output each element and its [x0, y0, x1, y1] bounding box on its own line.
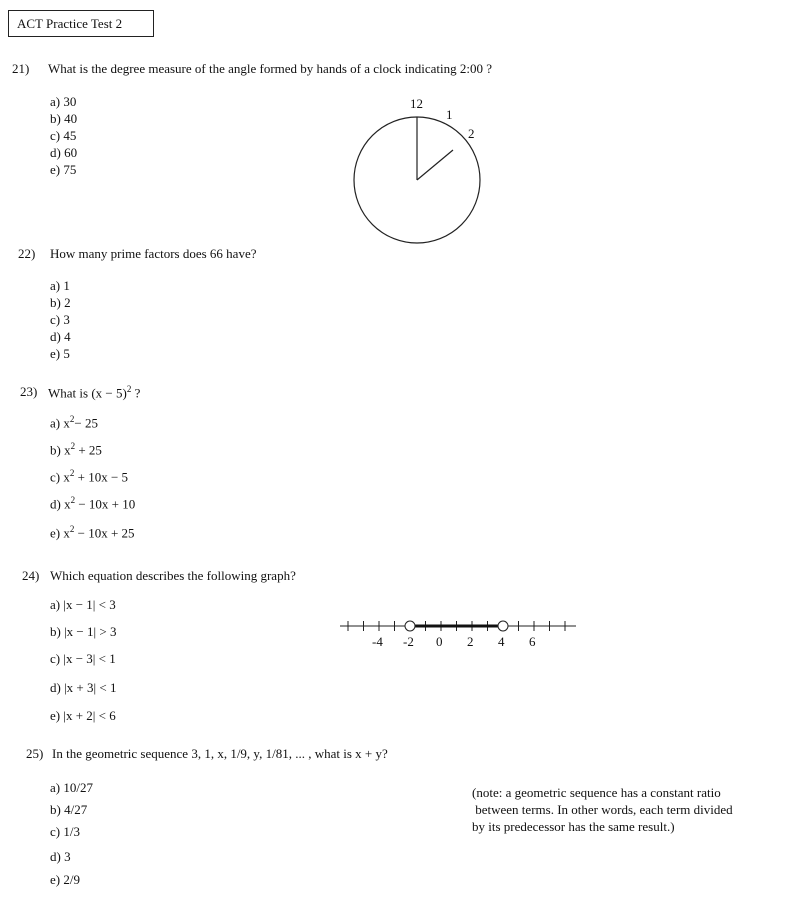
q21-option-b: b) 40 — [50, 111, 78, 126]
open-endpoint — [498, 621, 508, 631]
question-21-text: What is the degree measure of the angle formed by hands of a clock indicating 2:00 ? — [48, 61, 493, 76]
q24-option-e: e) |x + 2| < 6 — [50, 708, 116, 723]
q21-option-d: d) 60 — [50, 145, 78, 160]
q22-option-c: c) 3 — [50, 312, 70, 327]
q23-option-d: d) $x^2 - 10x + 10$ — [50, 495, 136, 512]
clock-label-2: 2 — [468, 126, 475, 141]
q23-option-c: c) $x^2 + 10x - 5$ — [50, 468, 129, 485]
open-endpoint — [405, 621, 415, 631]
clock-label-12: 12 — [410, 96, 423, 111]
number-line-label: 2 — [467, 634, 474, 649]
number-line-label: 6 — [529, 634, 536, 649]
q25-option-b: b) 4/27 — [50, 802, 88, 817]
question-21-number: 21) — [12, 61, 30, 76]
number-line-label: -2 — [403, 634, 414, 649]
q25-option-c: c) 1/3 — [50, 824, 80, 839]
q21-option-a: a) 30 — [50, 94, 77, 109]
q22-option-d: d) 4 — [50, 329, 71, 344]
number-line-label: 0 — [436, 634, 443, 649]
question-24-text: Which equation describes the following graph? — [50, 568, 296, 583]
q22-option-a: a) 1 — [50, 278, 70, 293]
question-25-text: In the geometric sequence 3, 1, x, 1/9, y, 1/81, ... , what is x + y? — [52, 746, 388, 761]
worksheet-title: ACT Practice Test 2 — [8, 10, 154, 37]
q24-option-c: c) |x − 3| < 1 — [50, 651, 116, 666]
question-22-text: How many prime factors does 66 have? — [50, 246, 257, 261]
q22-option-b: b) 2 — [50, 295, 71, 310]
q25-option-e: e) 2/9 — [50, 872, 80, 887]
q24-option-b: b) |x − 1| > 3 — [50, 624, 117, 639]
q21-option-c: c) 45 — [50, 128, 77, 143]
q25-option-a: a) 10/27 — [50, 780, 93, 795]
geometric-sequence-note: (note: a geometric sequence has a constant ratio between terms. In other words, each term divided by its predecessor has the same result.) — [472, 785, 733, 834]
q21-option-e: e) 75 — [50, 162, 77, 177]
q24-option-a: a) |x − 1| < 3 — [50, 597, 116, 612]
q23-option-b: b) $x^2 + 25$ — [50, 441, 102, 458]
question-23-text: What is $(x - 5)^2$ ? — [48, 384, 141, 401]
number-line-label: 4 — [498, 634, 505, 649]
q22-option-e: e) 5 — [50, 346, 70, 361]
q25-option-d: d) 3 — [50, 849, 71, 864]
question-22-number: 22) — [18, 246, 36, 261]
question-25-number: 25) — [26, 746, 44, 761]
question-23-number: 23) — [20, 384, 38, 399]
q24-option-d: d) |x + 3| < 1 — [50, 680, 117, 695]
q23-option-a: a) $x^2- 25$ — [50, 414, 98, 431]
clock-label-1: 1 — [446, 107, 453, 122]
question-24-number: 24) — [22, 568, 40, 583]
number-line-label: -4 — [372, 634, 383, 649]
q23-option-e: e) $x^2 - 10x + 25$ — [50, 524, 135, 541]
